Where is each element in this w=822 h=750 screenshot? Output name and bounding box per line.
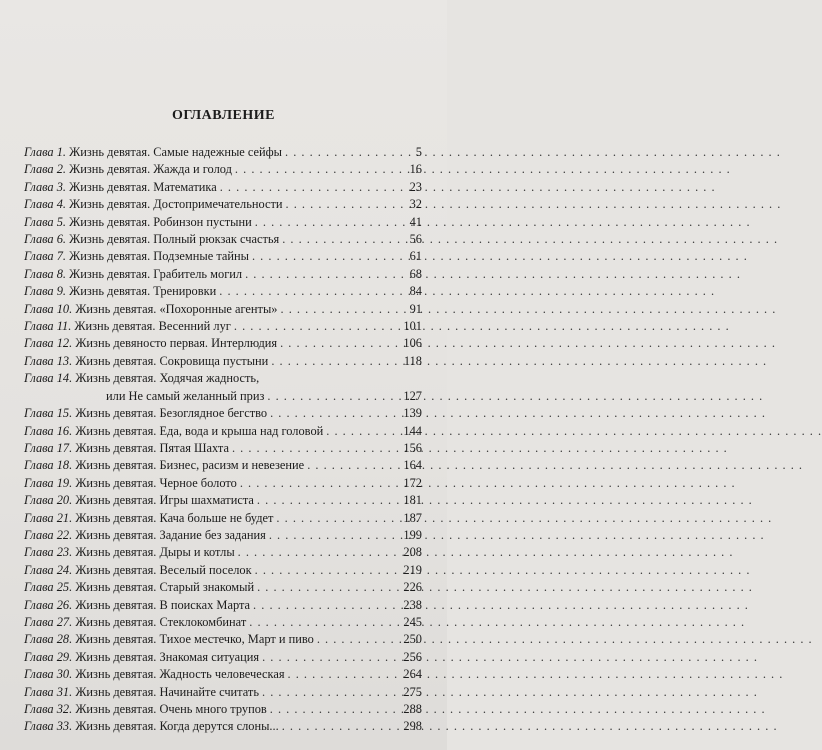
leader-dots bbox=[281, 301, 398, 318]
chapter-number: Глава 20. bbox=[24, 493, 73, 508]
leader-dots bbox=[245, 266, 397, 283]
chapter-title: Жизнь девятая. Знакомая ситуация bbox=[75, 649, 260, 664]
toc-entry bbox=[24, 179, 422, 196]
page-number: 32 bbox=[409, 197, 422, 212]
page-number: 275 bbox=[403, 684, 422, 699]
leader-dots bbox=[262, 684, 397, 701]
chapter-title: Жизнь девятая. Дыры и котлы bbox=[75, 545, 235, 560]
toc-entry bbox=[24, 335, 422, 352]
toc-entry bbox=[24, 492, 422, 509]
chapter-title: Жизнь девятая. Веселый поселок bbox=[75, 562, 252, 577]
page-number: 219 bbox=[403, 562, 422, 577]
chapter-title: Жизнь девятая. Жажда и голод bbox=[69, 162, 232, 177]
chapter-title: Жизнь девятая. Когда дерутся слоны... bbox=[75, 719, 279, 734]
chapter-number: Глава 28. bbox=[24, 632, 73, 647]
leader-dots bbox=[270, 701, 397, 718]
chapter-title: Жизнь девятая. Начинайте считать bbox=[75, 684, 259, 699]
leader-dots bbox=[240, 475, 397, 492]
page-number: 5 bbox=[415, 145, 422, 159]
chapter-title: Жизнь девятая. Кача больше не будет bbox=[75, 510, 274, 525]
toc-entry bbox=[24, 457, 422, 474]
chapter-title: Жизнь девяносто первая. Интерлюдия bbox=[75, 336, 278, 351]
page-number: 84 bbox=[409, 284, 422, 299]
chapter-number: Глава 10. bbox=[24, 301, 73, 316]
leader-dots bbox=[252, 248, 397, 265]
toc-entry bbox=[24, 423, 422, 440]
page-number: 156 bbox=[403, 440, 422, 455]
leader-dots bbox=[235, 161, 397, 178]
chapter-number: Глава 3. bbox=[24, 179, 67, 194]
chapter-title: Жизнь девятая. Пятая Шахта bbox=[75, 440, 229, 455]
chapter-number: Глава 32. bbox=[24, 702, 73, 716]
page-number: 250 bbox=[403, 632, 422, 647]
chapter-number: Глава 8. bbox=[24, 266, 67, 281]
chapter-title: Жизнь девятая. Грабитель могил bbox=[69, 266, 243, 281]
chapter-title: Жизнь девятая. Тихое местечко, Март и пиво bbox=[75, 632, 314, 647]
chapter-number: Глава 24. bbox=[24, 562, 73, 577]
leader-dots bbox=[232, 440, 397, 457]
leader-dots bbox=[288, 666, 397, 683]
table-of-contents bbox=[24, 144, 422, 736]
chapter-number: Глава 19. bbox=[24, 475, 73, 490]
page-number: 61 bbox=[409, 249, 422, 264]
page-number: 199 bbox=[403, 527, 422, 542]
toc-entry bbox=[24, 440, 422, 457]
page-number: 208 bbox=[403, 545, 422, 560]
chapter-number: Глава 13. bbox=[24, 353, 73, 368]
toc-entry bbox=[24, 701, 422, 718]
page-number: 172 bbox=[403, 475, 422, 490]
chapter-number: Глава 2. bbox=[24, 162, 67, 177]
toc-entry bbox=[24, 597, 422, 614]
page-number: 245 bbox=[403, 614, 422, 629]
leader-dots bbox=[249, 614, 397, 631]
toc-entry bbox=[24, 318, 422, 335]
chapter-title: Жизнь девятая. Старый знакомый bbox=[75, 580, 255, 595]
page-number: 256 bbox=[403, 649, 422, 664]
chapter-number: Глава 4. bbox=[24, 197, 67, 212]
leader-dots bbox=[219, 283, 397, 300]
toc-entry bbox=[24, 631, 422, 648]
chapter-title: Жизнь девятая. Еда, вода и крыша над головой bbox=[75, 423, 324, 438]
leader-dots bbox=[276, 510, 397, 527]
page-number: 187 bbox=[403, 510, 422, 525]
chapter-number: Глава 22. bbox=[24, 527, 73, 542]
page-number: 68 bbox=[409, 266, 422, 281]
chapter-title: Жизнь девятая. Бизнес, расизм и невезение bbox=[75, 458, 305, 473]
chapter-title: Жизнь девятая. Весенний луг bbox=[74, 319, 231, 334]
chapter-title: Жизнь девятая. Очень много трупов bbox=[75, 702, 267, 716]
chapter-number: Глава 9. bbox=[24, 284, 67, 299]
toc-entry bbox=[24, 562, 422, 579]
toc-entry bbox=[24, 353, 422, 370]
toc-entry bbox=[24, 266, 422, 283]
chapter-title: Жизнь девятая. Жадность человеческая bbox=[75, 667, 285, 682]
chapter-number: Глава 18. bbox=[24, 458, 73, 473]
leader-dots bbox=[280, 335, 397, 352]
chapter-number: Глава 12. bbox=[24, 336, 73, 351]
leader-dots bbox=[253, 597, 397, 614]
page-number: 91 bbox=[409, 301, 422, 316]
chapter-number: Глава 11. bbox=[24, 319, 72, 334]
chapter-title: Жизнь девятая. Сокровища пустыни bbox=[75, 353, 269, 368]
toc-entry bbox=[24, 666, 422, 683]
chapter-number: Глава 17. bbox=[24, 440, 73, 455]
chapter-title: Жизнь девятая. Тренировки bbox=[69, 284, 217, 299]
chapter-number: Глава 29. bbox=[24, 649, 73, 664]
toc-entry bbox=[24, 144, 422, 161]
toc-entry bbox=[24, 614, 422, 631]
page-number: 298 bbox=[403, 719, 422, 734]
toc-entry bbox=[24, 527, 422, 544]
toc-entry bbox=[24, 544, 422, 561]
toc-entry bbox=[24, 161, 422, 178]
toc-entry bbox=[24, 231, 422, 248]
page-number: 101 bbox=[403, 319, 422, 334]
chapter-title: Жизнь девятая. Безоглядное бегство bbox=[75, 406, 268, 421]
leader-dots bbox=[238, 544, 397, 561]
toc-entry bbox=[24, 248, 422, 265]
page-number: 264 bbox=[403, 667, 422, 682]
chapter-number: Глава 14. bbox=[24, 371, 73, 386]
leader-dots bbox=[220, 179, 397, 196]
chapter-title: Жизнь девятая. Ходячая жадность, bbox=[75, 371, 260, 386]
page-number: 56 bbox=[409, 232, 422, 247]
chapter-number: Глава 21. bbox=[24, 510, 73, 525]
leader-dots bbox=[257, 579, 397, 596]
chapter-title: Жизнь девятая. В поисках Марта bbox=[75, 597, 251, 612]
chapter-number: Глава 7. bbox=[24, 249, 67, 264]
chapter-number: Глава 27. bbox=[24, 614, 73, 629]
chapter-number: Глава 5. bbox=[24, 214, 67, 229]
chapter-number: Глава 25. bbox=[24, 580, 73, 595]
leader-dots bbox=[269, 527, 397, 544]
toc-entry bbox=[24, 214, 422, 231]
leader-dots bbox=[286, 196, 397, 213]
leader-dots bbox=[262, 649, 397, 666]
chapter-title: Жизнь девятая. Робинзон пустыни bbox=[69, 214, 252, 229]
chapter-number: Глава 33. bbox=[24, 719, 73, 734]
leader-dots bbox=[326, 423, 397, 440]
chapter-title: Жизнь девятая. Самые надежные сейфы bbox=[69, 145, 283, 159]
page-number: 226 bbox=[403, 580, 422, 595]
chapter-title: Жизнь девятая. «Похоронные агенты» bbox=[75, 301, 278, 316]
page-number: 106 bbox=[403, 336, 422, 351]
page-number: 164 bbox=[403, 458, 422, 473]
chapter-number: Глава 15. bbox=[24, 406, 73, 421]
leader-dots bbox=[267, 388, 397, 405]
chapter-number: Глава 26. bbox=[24, 597, 73, 612]
chapter-title: Жизнь девятая. Математика bbox=[69, 179, 217, 194]
toc-entry bbox=[24, 649, 422, 666]
leader-dots bbox=[270, 405, 397, 422]
page-number: 181 bbox=[403, 493, 422, 508]
leader-dots bbox=[282, 231, 397, 248]
toc-entry bbox=[24, 579, 422, 596]
chapter-title: Жизнь девятая. Достопримечательности bbox=[69, 197, 283, 212]
toc-entry bbox=[24, 301, 422, 318]
toc-entry bbox=[24, 370, 422, 387]
leader-dots bbox=[257, 492, 397, 509]
page-number: 144 bbox=[403, 423, 422, 438]
chapter-number: Глава 1. bbox=[24, 145, 67, 159]
chapter-number: Глава 30. bbox=[24, 667, 73, 682]
chapter-number: Глава 23. bbox=[24, 545, 73, 560]
toc-entry bbox=[24, 718, 422, 735]
chapter-title: Жизнь девятая. Задание без задания bbox=[75, 527, 266, 542]
page-number: 288 bbox=[403, 702, 422, 716]
leader-dots bbox=[271, 353, 397, 370]
page-number: 118 bbox=[403, 353, 422, 368]
toc-entry bbox=[24, 510, 422, 527]
chapter-number: Глава 6. bbox=[24, 232, 67, 247]
leader-dots bbox=[282, 718, 397, 735]
page-title: ОГЛАВЛЕНИЕ bbox=[172, 108, 275, 123]
page-number: 238 bbox=[403, 597, 422, 612]
toc-entry bbox=[24, 196, 422, 213]
leader-dots bbox=[255, 562, 397, 579]
leader-dots bbox=[285, 144, 397, 161]
leader-dots bbox=[255, 214, 397, 231]
toc-entry bbox=[24, 405, 422, 422]
chapter-number: Глава 31. bbox=[24, 684, 73, 699]
page-number: 23 bbox=[409, 179, 422, 194]
leader-dots bbox=[234, 318, 397, 335]
page-number: 139 bbox=[403, 406, 422, 421]
chapter-title: Жизнь девятая. Полный рюкзак счастья bbox=[69, 232, 280, 247]
chapter-title: Жизнь девятая. Подземные тайны bbox=[69, 249, 249, 264]
leader-dots bbox=[317, 631, 397, 648]
page-number: 41 bbox=[409, 214, 422, 229]
toc-entry bbox=[24, 475, 422, 492]
chapter-title: Жизнь девятая. Черное болото bbox=[75, 475, 237, 490]
toc-entry-continuation bbox=[24, 388, 422, 405]
toc-entry bbox=[24, 283, 422, 300]
page-number: 16 bbox=[409, 162, 422, 177]
page-number: 127 bbox=[403, 388, 422, 403]
chapter-number: Глава 16. bbox=[24, 423, 73, 438]
leader-dots bbox=[307, 457, 397, 474]
toc-entry bbox=[24, 684, 422, 701]
chapter-title-continued: или Не самый желанный приз bbox=[106, 388, 265, 403]
chapter-title: Жизнь девятая. Стеклокомбинат bbox=[75, 614, 247, 629]
chapter-title: Жизнь девятая. Игры шахматиста bbox=[75, 493, 254, 508]
